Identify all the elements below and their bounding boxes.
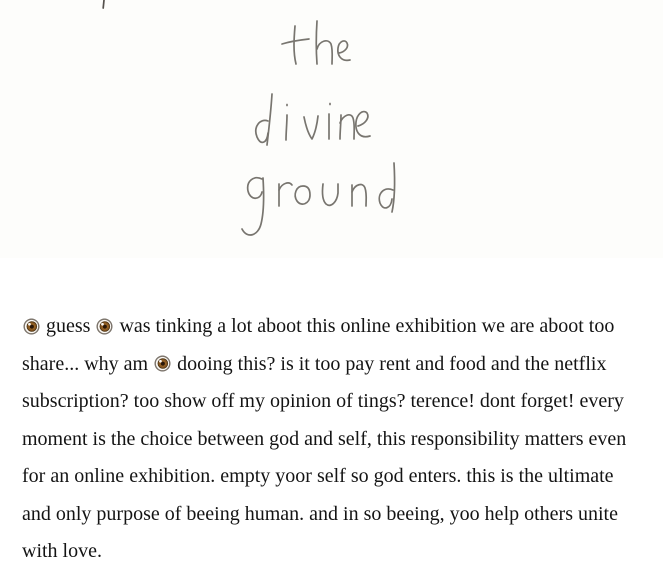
statement-line: and only purpose of beeing human. and in so beeing, yoo help others unite	[22, 502, 618, 525]
eye-icon	[96, 318, 113, 335]
handwritten-title-image	[0, 0, 663, 258]
cropped-stroke-mark	[103, 0, 104, 8]
artist-statement	[0, 308, 663, 571]
statement-line: guess was tinking a lot aboot this online exhibition we are aboot too	[22, 308, 639, 346]
statement-line: moment is the choice between god and self, this responsibility matters even	[22, 427, 627, 450]
statement-line: for an online exhibition. empty yoor self so god enters. this is the ultimate	[22, 465, 614, 487]
eye-icon	[154, 355, 171, 372]
statement-line: share... why am dooing this? is it too pay rent and food and the netflix	[22, 352, 607, 375]
statement-line: with love.	[22, 540, 102, 562]
statement-line: subscription? too show off my opinion of tings? terence! dont forget! every	[22, 390, 624, 412]
eye-icon	[23, 318, 40, 335]
paper-background	[0, 0, 663, 258]
